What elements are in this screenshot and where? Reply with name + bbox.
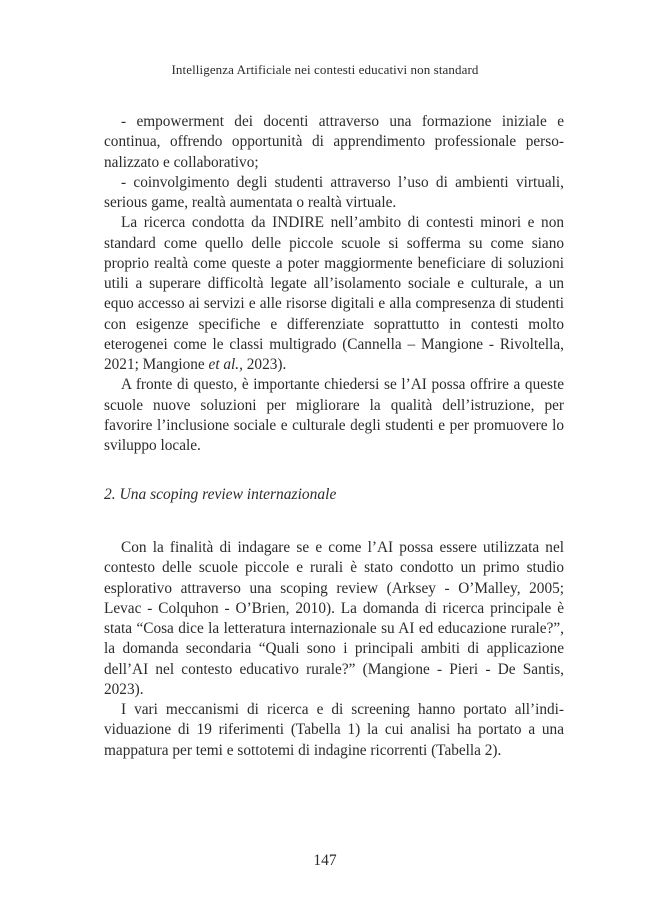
- bullet-paragraph-coinvolgimento: - coinvolgimento degli studenti attraverso l’uso di ambienti virtuali, serious game, realtà aumentata o realtà virtuale.: [104, 173, 564, 211]
- bullet-paragraph-empowerment: - empowerment dei docenti attraverso una formazione iniziale e continua, offrendo opportunità di apprendimento professionale personalizzato e collaborativo;: [104, 113, 564, 171]
- paragraph-scoping-review: Con la finalità di indagare se e come l’AI possa essere utilizzata nel contesto delle scuole piccole e rurali è stato condotto un primo studio esplorativo attraverso una scoping review (Arksey - O’Malley, 2005; Levac - Colquhon - O’Brien, 2010). La domanda di ricerca principale è stata “Cosa dice la letteratura internazionale su AI ed educazione rurale?”, la domanda secondaria “Quali sono i principali ambiti di applicazione dell’AI nel contesto educativo rurale?” (Mangione - Pieri - De Santis, 2023).: [104, 539, 564, 698]
- paragraph-text: La ricerca condotta da INDIRE nell’ambito di contesti minori e non standard come quello delle piccole scuole si sofferma su come siano proprio realtà come queste a poter maggiormente beneficiare di soluzioni utili a superare difficoltà legate all’isolamento sociale e culturale, a un equo accesso ai servizi e alle risorse digitali e alla compresenza di studenti con esigenze specifiche e differenziate soprattutto in contesti molto eterogenei come le classi multigrado (Cannella – Mangione - Rivoltella, 2021; Mangione: [104, 214, 564, 373]
- section-heading: 2. Una scoping review internazionale: [104, 486, 337, 503]
- body-text-block-2: [104, 538, 564, 761]
- paragraph-screening: I vari meccanismi di ricerca e di screening hanno portato all’individuazione di 19 riferimenti (Tabella 1) la cui analisi ha portato a una mappatura per temi e sottotemi di indagine ricorrenti (Tabella 2).: [104, 701, 564, 759]
- et-al-citation: et al.,: [208, 356, 243, 373]
- running-header: Intelligenza Artificiale nei contesti educativi non standard: [171, 62, 479, 77]
- paragraph-ai-question: A fronte di questo, è importante chiedersi se l’AI possa offrire a queste scuole nuove soluzioni per migliorare la qualità dell’istruzione, per favorire l’inclusione sociale e culturale degli studenti e per promuovere lo sviluppo locale.: [104, 376, 564, 454]
- body-text-block-1: [104, 112, 564, 456]
- paragraph-indire-research: [104, 213, 564, 375]
- paragraph-text-tail: 2023).: [242, 356, 287, 373]
- page-number: 147: [313, 852, 337, 869]
